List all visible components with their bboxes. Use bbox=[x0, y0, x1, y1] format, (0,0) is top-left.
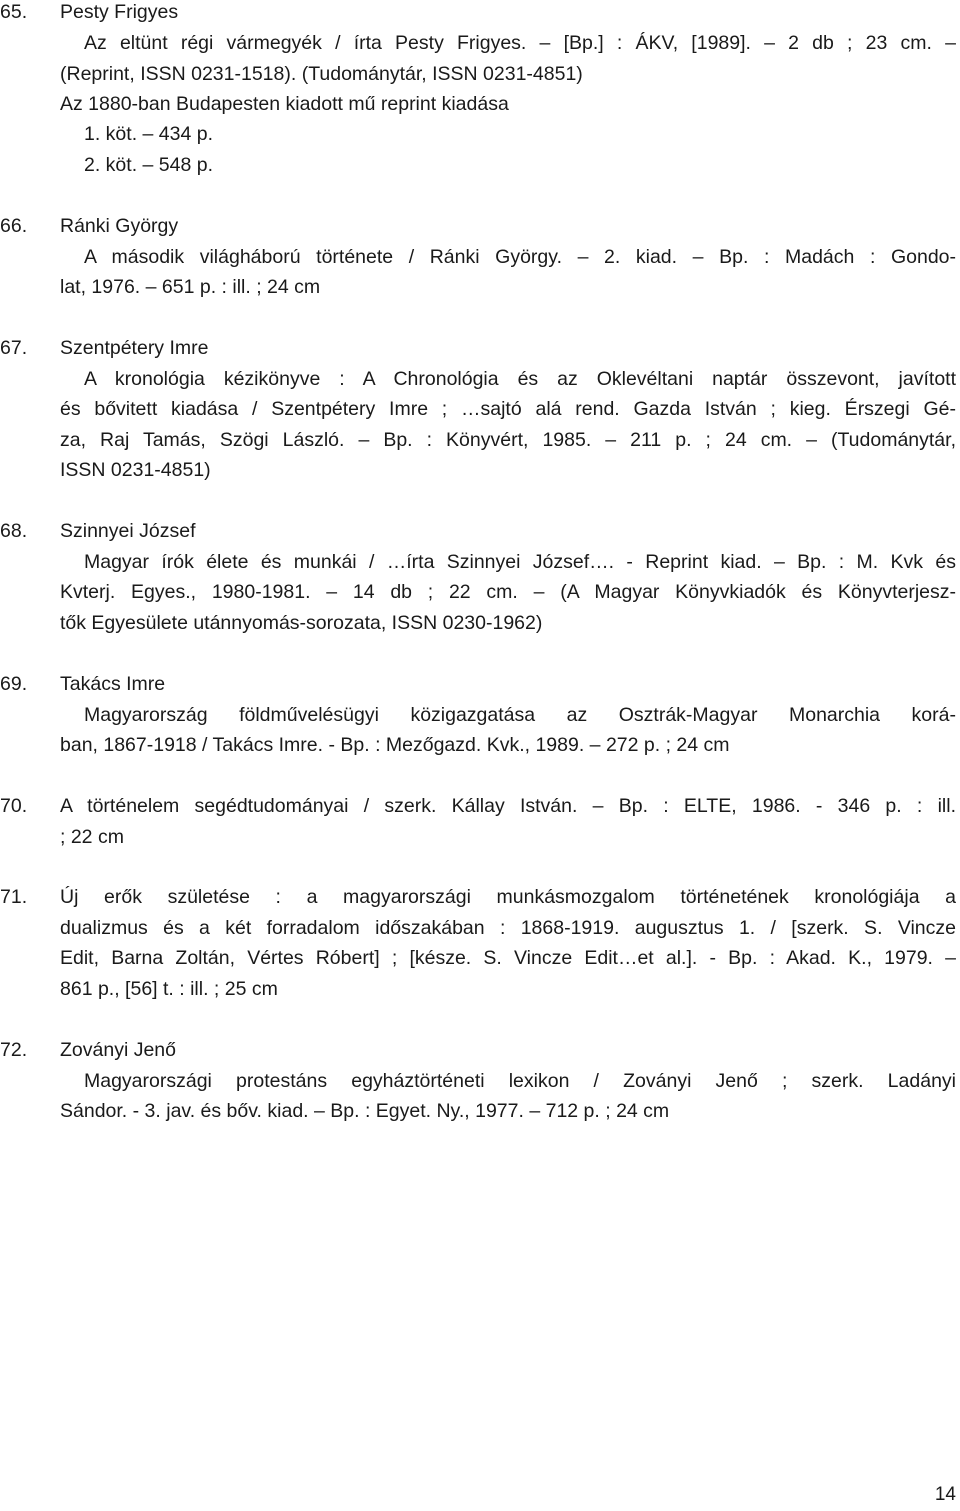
entry-line: za, Raj Tamás, Szögi László. – Bp. : Könyvért, 1985. – 211 p. ; 24 cm. – (Tudománytár, bbox=[60, 429, 956, 451]
entry-author: Szinnyei József bbox=[60, 520, 196, 542]
entry-number: 71. bbox=[0, 886, 28, 908]
entry-line: dualizmus és a két forradalom időszakában : 1868-1919. augusztus 1. / [szerk. S. Vincze bbox=[60, 917, 956, 939]
entry-line: tők Egyesülete utánnyomás-sorozata, ISSN 0230-1962) bbox=[60, 612, 543, 634]
entry-author: Szentpétery Imre bbox=[60, 337, 209, 359]
entry-number: 65. bbox=[0, 1, 28, 23]
entry-line: Az 1880-ban Budapesten kiadott mű reprint kiadása bbox=[60, 93, 509, 115]
entry-author: Ránki György bbox=[60, 215, 179, 237]
entry-line: ban, 1867-1918 / Takács Imre. - Bp. : Mezőgazd. Kvk., 1989. – 272 p. ; 24 cm bbox=[60, 734, 730, 756]
entry-author: Zoványi Jenő bbox=[60, 1039, 176, 1061]
entry-line: Magyar írók élete és munkái / …írta Szinnyei József…. - Reprint kiad. – Bp. : M. Kvk és bbox=[84, 551, 956, 573]
entry-line: és bővitett kiadása / Szentpétery Imre ; …sajtó alá rend. Gazda István ; kieg. Érszegi Gé- bbox=[60, 398, 956, 420]
entry-line: (Reprint, ISSN 0231-1518). (Tudománytár, ISSN 0231-4851) bbox=[60, 63, 583, 85]
entry-line: ; 22 cm bbox=[60, 826, 124, 848]
entry-number: 70. bbox=[0, 795, 28, 817]
entry-line: Új erők születése : a magyarországi munkásmozgalom történetének kronológiája a bbox=[60, 886, 956, 908]
entry-line: A történelem segédtudományai / szerk. Kállay István. – Bp. : ELTE, 1986. - 346 p. : ill. bbox=[60, 795, 956, 817]
entry-line: ISSN 0231-4851) bbox=[60, 459, 211, 481]
entry-line: Edit, Barna Zoltán, Vértes Róbert] ; [késze. S. Vincze Edit…et al.]. - Bp. : Akad. K., 1979. – bbox=[60, 947, 956, 969]
entry-number: 67. bbox=[0, 337, 28, 359]
entry-line: Kvterj. Egyes., 1980-1981. – 14 db ; 22 cm. – (A Magyar Könyvkiadók és Könyvterjesz- bbox=[60, 581, 956, 603]
entry-line: lat, 1976. – 651 p. : ill. ; 24 cm bbox=[60, 276, 321, 298]
entry-number: 68. bbox=[0, 520, 28, 542]
entry-line: Sándor. - 3. jav. és bőv. kiad. – Bp. : Egyet. Ny., 1977. – 712 p. ; 24 cm bbox=[60, 1100, 670, 1122]
entry-line: 2. köt. – 548 p. bbox=[84, 154, 214, 176]
entry-line: 861 p., [56] t. : ill. ; 25 cm bbox=[60, 978, 278, 1000]
entry-line: Magyarországi protestáns egyháztörténeti lexikon / Zoványi Jenő ; szerk. Ladányi bbox=[84, 1070, 956, 1092]
entry-author: Takács Imre bbox=[60, 673, 166, 695]
entry-line: Magyarország földművelésügyi közigazgatása az Osztrák-Magyar Monarchia korá- bbox=[84, 704, 956, 726]
entry-line: 1. köt. – 434 p. bbox=[84, 123, 214, 145]
entry-line: A kronológia kézikönyve : A Chronológia és az Oklevéltani naptár összevont, javított bbox=[84, 368, 956, 390]
entry-number: 66. bbox=[0, 215, 28, 237]
entry-number: 72. bbox=[0, 1039, 28, 1061]
entry-author: Pesty Frigyes bbox=[60, 1, 179, 23]
entry-line: Az eltünt régi vármegyék / írta Pesty Frigyes. – [Bp.] : ÁKV, [1989]. – 2 db ; 23 cm. – bbox=[84, 32, 956, 54]
page-number: 14 bbox=[934, 1484, 956, 1505]
entry-number: 69. bbox=[0, 673, 28, 695]
entry-line: A második világháború története / Ránki György. – 2. kiad. – Bp. : Madách : Gondo- bbox=[84, 246, 956, 268]
